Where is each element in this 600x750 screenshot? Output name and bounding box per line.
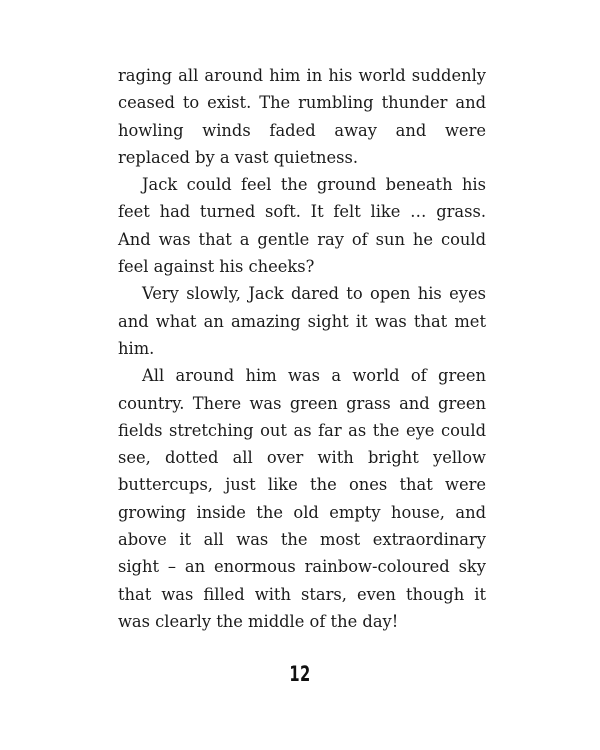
paragraph: Jack could feel the ground beneath his feet had turned soft. It felt like … grass. And was that a gentle ray of sun he could feel against his cheeks? [118,175,486,277]
paragraph-continued: raging all around him in his world suddenly ceased to exist. The rumbling thunder and howling winds faded away and were replaced by a vast quietness. [118,66,486,167]
paragraph: Very slowly, Jack dared to open his eyes and what an amazing sight it was that met him. [118,284,486,358]
page-number: 12 [289,662,311,686]
paragraph: All around him was a world of green country. There was green grass and green fields stretching out as far as the eye could see, dotted all over with bright yellow buttercups, just like the ones that were growing inside the old empty house, and above it all was the most extraordinary sight – an enormous rainbow-coloured sky that was filled with stars, even though it was clearly the middle of the day! [118,366,486,631]
body-text [118,62,486,635]
